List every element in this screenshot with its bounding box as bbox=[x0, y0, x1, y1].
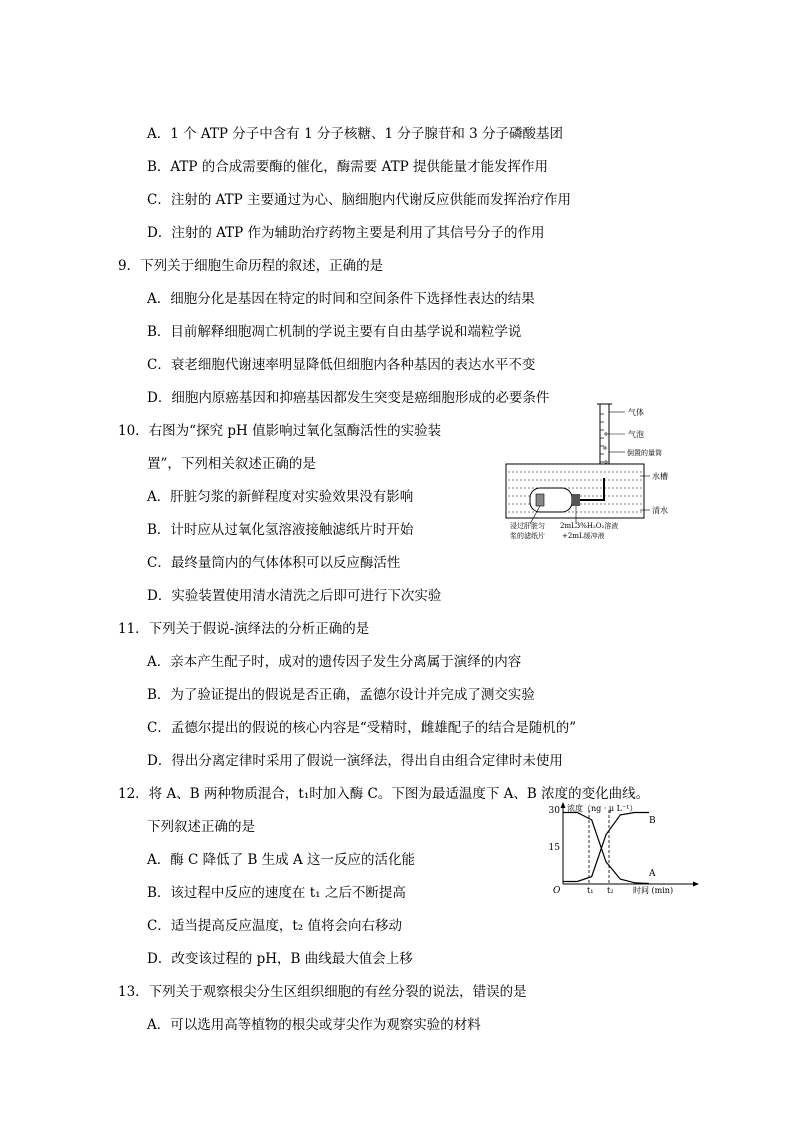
series-line-a bbox=[563, 813, 649, 884]
q10-option-c: C．最终量筒内的气体体积可以反应酶活性 bbox=[147, 555, 401, 571]
q10-option-b: B．计时应从过氧化氢溶液接触滤纸片时开始 bbox=[147, 522, 414, 538]
x-axis-arrow bbox=[693, 882, 699, 887]
label-solution-1: 2mL3%H₂O₂溶液 bbox=[560, 522, 619, 530]
water-tank bbox=[506, 464, 644, 518]
option-c: C．注射的 ATP 主要通过为心、脑细胞内代谢反应供能而发挥治疗作用 bbox=[147, 192, 572, 208]
q13-option-a: A．可以选用高等植物的根尖或芽尖作为观察实验的材料 bbox=[147, 1017, 481, 1033]
q12-option-c: C．适当提高反应温度，t₂ 值将会向右移动 bbox=[147, 918, 402, 934]
question-11-stem: 11．下列关于假说-演绎法的分析正确的是 bbox=[118, 621, 370, 637]
q9-option-c: C．衰老细胞代谢速率明显降低但细胞内各种基因的表达水平不变 bbox=[147, 357, 536, 373]
filter-paper bbox=[536, 494, 544, 506]
y-axis-label: 浓度（ng · μ L⁻¹） bbox=[567, 804, 638, 813]
question-9-stem: 9．下列关于细胞生命历程的叙述，正确的是 bbox=[118, 258, 384, 274]
q11-option-b: B．为了验证提出的假说是否正确，孟德尔设计并完成了测交实验 bbox=[147, 687, 535, 703]
x-axis-label: 时间 (min) bbox=[633, 886, 674, 895]
concentration-chart bbox=[545, 800, 705, 895]
q12-option-a: A．酶 C 降低了 B 生成 A 这一反应的活化能 bbox=[147, 852, 415, 868]
label-water: 清水 bbox=[652, 506, 668, 515]
label-gas: 气体 bbox=[628, 408, 644, 417]
q12-option-b: B．该过程中反应的速度在 t₁ 之后不断提高 bbox=[147, 885, 406, 901]
q10-option-a: A．肝脏匀浆的新鲜程度对实验效果没有影响 bbox=[147, 489, 414, 505]
q12-option-d: D．改变该过程的 pH，B 曲线最大值会上移 bbox=[147, 951, 413, 967]
q10-option-d: D．实验装置使用清水清洗之后即可进行下次实验 bbox=[147, 588, 442, 604]
label-solution-2: +2mL缓冲液 bbox=[562, 532, 605, 540]
q9-option-d: D．细胞内原癌基因和抑癌基因都发生突变是癌细胞形成的必要条件 bbox=[147, 390, 550, 406]
label-paper-1: 浸过肝脏匀 bbox=[510, 522, 545, 530]
series-label-a: A bbox=[649, 869, 656, 879]
q9-option-a: A．细胞分化是基因在特定的时间和空间条件下选择性表达的结果 bbox=[147, 291, 535, 307]
option-a: A．1 个 ATP 分子中含有 1 分子核糖、1 分子腺苷和 3 分子磷酸基团 bbox=[147, 126, 564, 142]
origin-label: O bbox=[553, 886, 561, 895]
label-paper-2: 浆的滤纸片 bbox=[510, 532, 545, 540]
label-bubble: 气泡 bbox=[628, 430, 644, 439]
option-d: D．注射的 ATP 作为辅助治疗药物主要是利用了其信号分子的作用 bbox=[147, 225, 545, 241]
q9-option-b: B．目前解释细胞凋亡机制的学说主要有自由基学说和端粒学说 bbox=[147, 324, 522, 340]
x-tick-label-t1: t₁ bbox=[587, 886, 594, 895]
q11-option-d: D．得出分离定律时采用了假说一演绎法，得出自由组合定律时未使用 bbox=[147, 753, 563, 769]
series-line-b bbox=[563, 813, 649, 882]
label-cylinder: 倒置的量筒 bbox=[627, 449, 662, 457]
apparatus-figure bbox=[500, 400, 675, 540]
question-10-stem: 10．右图为“探究 pH 值影响过氧化氢酶活性的实验装 bbox=[118, 423, 442, 439]
q11-option-a: A．亲本产生配子时，成对的遗传因子发生分离属于演绎的内容 bbox=[147, 654, 522, 670]
option-b: B．ATP 的合成需要酶的催化，酶需要 ATP 提供能量才能发挥作用 bbox=[147, 159, 548, 175]
q11-option-c: C．孟德尔提出的假说的核心内容是“受精时，雌雄配子的结合是随机的” bbox=[147, 720, 577, 736]
question-12-stem: 12．将 A、B 两种物质混合，t₁时加入酶 C。下图为最适温度下 A、B 浓度的变化曲线。 bbox=[118, 786, 650, 802]
question-10-stem-cont: 置”，下列相关叙述正确的是 bbox=[147, 456, 316, 472]
series-label-b: B bbox=[649, 816, 656, 826]
question-12-stem-cont: 下列叙述正确的是 bbox=[147, 819, 255, 835]
y-axis-arrow bbox=[561, 802, 566, 808]
label-tank: 水槽 bbox=[652, 472, 668, 481]
question-13-stem: 13．下列关于观察根尖分生区组织细胞的有丝分裂的说法，错误的是 bbox=[118, 984, 527, 1000]
x-tick-label-t2: t₂ bbox=[607, 886, 614, 895]
stopper bbox=[572, 494, 580, 506]
y-tick-label-15: 15 bbox=[548, 843, 560, 853]
y-tick-label-30: 30 bbox=[548, 806, 560, 816]
